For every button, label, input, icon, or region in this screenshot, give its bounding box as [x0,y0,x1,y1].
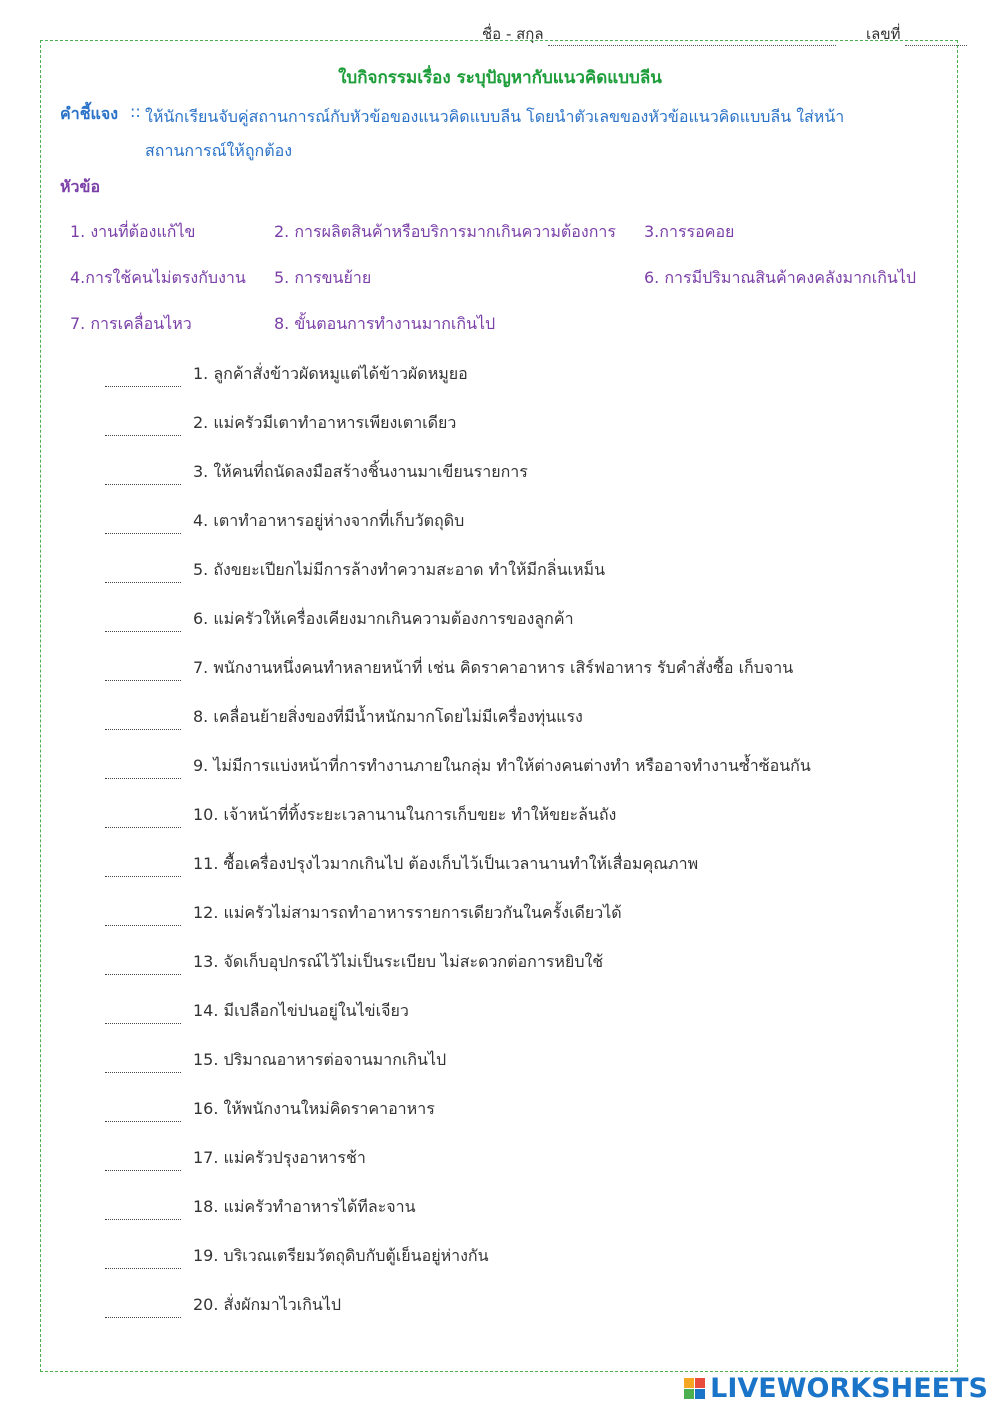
question-row [105,362,468,386]
question-text: 6. แม่ครัวให้เครื่องเคียงมากเกินความต้องการของลูกค้า [193,609,574,628]
question-row [105,607,574,631]
instructions-text: ให้นักเรียนจับคู่สถานการณ์กับหัวข้อของแนวคิดแบบลีน โดยนำตัวเลขของหัวข้อแนวคิดแบบลีน ใส่หน้าสถานการณ์ให้ถูกต้อง [145,107,845,160]
question-row [105,901,622,925]
answer-blank[interactable] [105,1008,181,1024]
answer-blank[interactable] [105,371,181,387]
question-row [105,1097,435,1121]
logo-square [684,1389,694,1399]
question-row [105,705,583,729]
question-row [105,999,409,1023]
answer-blank[interactable] [105,616,181,632]
question-text: 3. ให้คนที่ถนัดลงมือสร้างชิ้นงานมาเขียนรายการ [193,462,528,481]
logo-square [684,1378,694,1388]
topic-item: 6. การมีปริมาณสินค้าคงคลังมากเกินไป [644,268,917,287]
answer-blank[interactable] [105,763,181,779]
answer-blank[interactable] [105,959,181,975]
logo-square [695,1378,705,1388]
answer-blank[interactable] [105,469,181,485]
question-text: 1. ลูกค้าสั่งข้าวผัดหมูแต่ได้ข้าวผัดหมูยอ [193,364,468,383]
question-text: 16. ให้พนักงานใหม่คิดราคาอาหาร [193,1099,435,1118]
logo-square [695,1389,705,1399]
topic-item: 8. ขั้นตอนการทำงานมากเกินไป [274,314,496,333]
question-row [105,1293,341,1317]
question-text: 18. แม่ครัวทำอาหารได้ทีละจาน [193,1197,416,1216]
question-text: 15. ปริมาณอาหารต่อจานมากเกินไป [193,1050,447,1069]
liveworksheets-brand: LIVEWORKSHEETS [710,1373,988,1404]
answer-blank[interactable] [105,1155,181,1171]
question-text: 2. แม่ครัวมีเตาทำอาหารเพียงเตาเดียว [193,413,457,432]
question-row [105,1048,446,1072]
question-text: 11. ซื้อเครื่องปรุงไวมากเกินไป ต้องเก็บไว้เป็นเวลานานทำให้เสื่อมคุณภาพ [193,854,699,873]
question-text: 12. แม่ครัวไม่สามารถทำอาหารรายการเดียวกันในครั้งเดียวได้ [193,903,622,922]
question-row [105,509,464,533]
answer-blank[interactable] [105,665,181,681]
question-row [105,656,793,680]
answer-blank[interactable] [105,518,181,534]
question-text: 13. จัดเก็บอุปกรณ์ไว้ไม่เป็นระเบียบ ไม่สะดวกต่อการหยิบใช้ [193,952,604,971]
answer-blank[interactable] [105,812,181,828]
question-text: 9. ไม่มีการแบ่งหน้าที่การทำงานภายในกลุ่ม ทำให้ต่างคนต่างทำ หรืออาจทำงานซ้ำซ้อนกัน [193,756,811,775]
answer-blank[interactable] [105,714,181,730]
number-label: เลขที่ [866,25,901,43]
question-text: 10. เจ้าหน้าที่ทิ้งระยะเวลานานในการเก็บขยะ ทำให้ขยะล้นถัง [193,805,617,824]
topic-item: 5. การขนย้าย [274,268,372,287]
question-row [105,1244,489,1268]
instructions-label: คำชี้แจง [60,104,119,123]
answer-blank[interactable] [105,1204,181,1220]
question-row [105,803,616,827]
answer-blank[interactable] [105,1106,181,1122]
question-text: 5. ถังขยะเปียกไม่มีการล้างทำความสะอาด ทำให้มีกลิ่นเหม็น [193,560,605,579]
question-text: 8. เคลื่อนย้ายสิ่งของที่มีน้ำหนักมากโดยไม่มีเครื่องทุ่นแรง [193,707,583,726]
topic-item: 3.การรอคอย [644,222,735,241]
name-label: ชื่อ - สกุล [482,25,544,43]
liveworksheets-logo-icon [684,1378,705,1399]
topic-item: 2. การผลิตสินค้าหรือบริการมากเกินความต้องการ [274,222,616,241]
answer-blank[interactable] [105,420,181,436]
question-text: 17. แม่ครัวปรุงอาหารช้า [193,1148,366,1167]
question-text: 4. เตาทำอาหารอยู่ห่างจากที่เก็บวัตถุดิบ [193,511,465,530]
question-row [105,558,605,582]
answer-blank[interactable] [105,1302,181,1318]
question-row [105,950,603,974]
topics-label: หัวข้อ [60,177,101,196]
answer-blank[interactable] [105,910,181,926]
topic-item: 4.การใช้คนไม่ตรงกับงาน [70,268,246,287]
answer-blank[interactable] [105,1253,181,1269]
instructions-separator: :: [130,102,141,121]
question-row [105,1195,416,1219]
question-row [105,1146,366,1170]
question-text: 20. สั่งผักมาไวเกินไป [193,1295,342,1314]
question-text: 19. บริเวณเตรียมวัตถุดิบกับตู้เย็นอยู่ห่างกัน [193,1246,489,1265]
topic-item: 7. การเคลื่อนไหว [70,314,192,333]
question-row [105,411,456,435]
question-row [105,852,698,876]
answer-blank[interactable] [105,1057,181,1073]
answer-blank[interactable] [105,861,181,877]
question-row [105,754,811,778]
question-text: 7. พนักงานหนึ่งคนทำหลายหน้าที่ เช่น คิดราคาอาหาร เสิร์ฟอาหาร รับคำสั่งซื้อ เก็บจาน [193,658,794,677]
question-row [105,460,528,484]
question-text: 14. มีเปลือกไข่ปนอยู่ในไข่เจียว [193,1001,409,1020]
worksheet-title: ใบกิจกรรมเรื่อง ระบุปัญหากับแนวคิดแบบลีน [338,68,662,88]
answer-blank[interactable] [105,567,181,583]
liveworksheets-footer [684,1373,988,1404]
topic-item: 1. งานที่ต้องแก้ไข [70,222,196,241]
